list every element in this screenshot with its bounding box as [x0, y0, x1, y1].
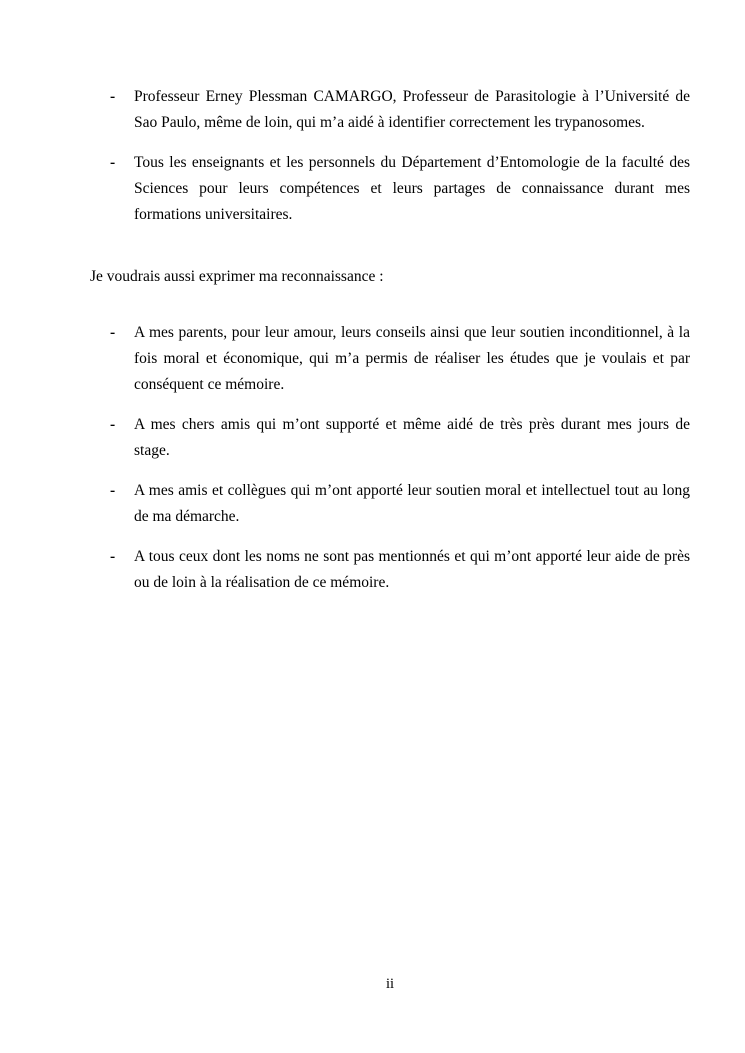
bullet-text: Professeur Erney Plessman CAMARGO, Professeur de Parasitologie à l’Université de Sao Paulo, même de loin, qui m’a aidé à identifier correctement les trypanosomes.: [134, 88, 690, 131]
bullet-dash: -: [110, 548, 116, 565]
list-item: [110, 544, 690, 596]
bullet-text: A mes parents, pour leur amour, leurs conseils ainsi que leur soutien inconditionnel, à la fois moral et économique, qui m’a permis de réaliser les études que je voulais et par conséquent ce mémoire.: [134, 324, 690, 393]
bullet-dash: -: [110, 416, 116, 433]
list-item: [110, 478, 690, 530]
list-item: [110, 84, 690, 136]
list-item: [110, 412, 690, 464]
bullet-dash: -: [110, 88, 116, 105]
acknowledgement-list: [90, 84, 690, 228]
bullet-dash: -: [110, 482, 116, 499]
bullet-dash: -: [110, 324, 116, 341]
bullet-dash: -: [110, 154, 116, 171]
bullet-text: A mes amis et collègues qui m’ont apporté leur soutien moral et intellectuel tout au long de ma démarche.: [134, 482, 690, 525]
list-item: [110, 320, 690, 398]
page-number: ii: [385, 976, 395, 992]
bullet-text: Tous les enseignants et les personnels du Département d’Entomologie de la faculté des Sciences pour leurs compétences et leurs partages de connaissance durant mes formations universitaires.: [134, 154, 690, 223]
list-item: [110, 150, 690, 228]
gratitude-list: [90, 320, 690, 596]
bullet-text: A tous ceux dont les noms ne sont pas mentionnés et qui m’ont apporté leur aide de près ou de loin à la réalisation de ce mémoire.: [134, 548, 690, 591]
bullet-text: A mes chers amis qui m’ont supporté et même aidé de très près durant mes jours de stage.: [134, 416, 690, 459]
intro-paragraph: Je voudrais aussi exprimer ma reconnaissance :: [90, 268, 384, 285]
